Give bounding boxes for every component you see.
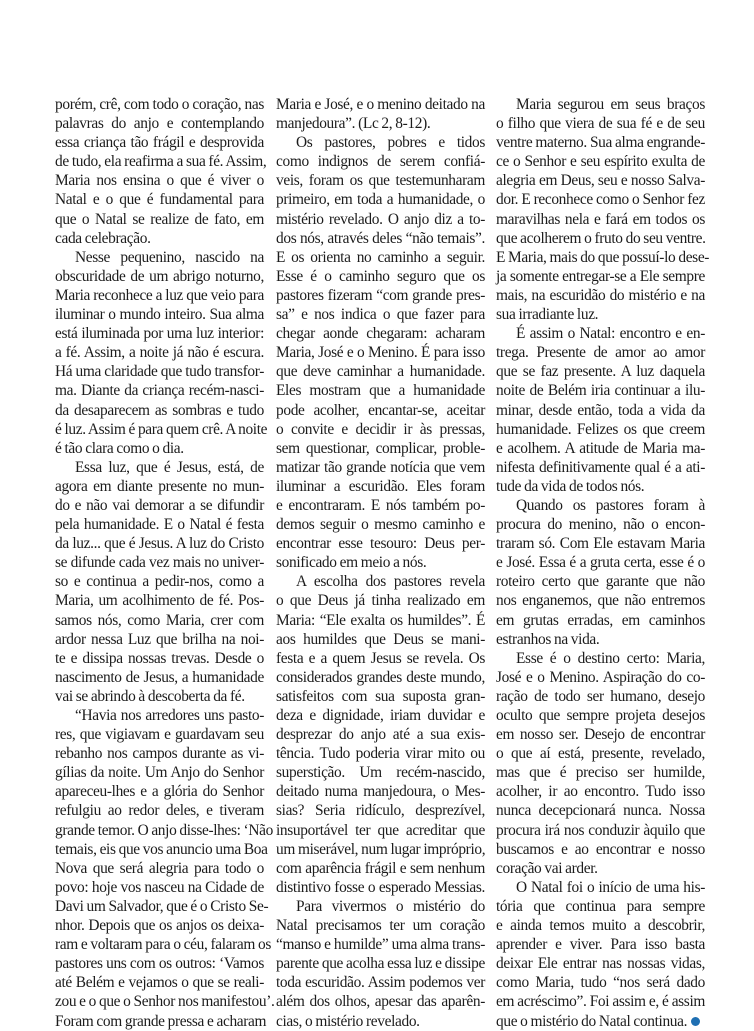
paragraph-first-line	[276, 133, 485, 152]
line-text: o convite e decidir ir às pressas,	[276, 420, 485, 438]
text-line	[496, 133, 705, 152]
line-text: e encontraram. E nós também po-	[276, 496, 485, 514]
text-line	[55, 496, 264, 515]
line-text: roteiro certo que garante que não	[496, 573, 705, 591]
text-line	[55, 649, 264, 668]
text-line	[55, 477, 264, 496]
line-text: que acolherem o fruto do seu ventre.	[496, 229, 706, 247]
text-line	[496, 267, 705, 286]
line-text: grande temor. O anjo disse-lhes: ‘Não	[55, 821, 273, 839]
text-line	[276, 840, 485, 859]
line-text: e ainda temos muito a descobrir,	[496, 917, 705, 935]
paragraph-first-line	[496, 878, 705, 897]
text-line	[55, 916, 264, 935]
text-line	[276, 229, 485, 248]
line-text: se difunde cada vez mais no univer-	[55, 554, 264, 572]
text-line	[55, 821, 273, 840]
text-line	[276, 973, 485, 992]
text-line	[276, 687, 485, 706]
line-text: Nesse pequenino, nascido na	[75, 248, 264, 266]
line-text: obscuridade de um abrigo noturno,	[55, 267, 264, 285]
text-line	[55, 630, 264, 649]
text-line	[496, 706, 705, 725]
line-text: tência. Tudo poderia virar mito ou	[276, 745, 485, 763]
line-text: o que aí está, presente, revelado,	[496, 745, 705, 763]
line-text: so e continua a pedir-nos, como a	[55, 573, 264, 591]
line-text: ja somente entregar-se a Ele sempre	[496, 267, 705, 285]
line-text: A escolha dos pastores revela	[296, 573, 485, 591]
line-text: festa e a quem Jesus se revela. Os	[276, 649, 485, 667]
text-line	[496, 305, 705, 324]
line-text: até Belém e vejamos o que se reali-	[55, 974, 264, 992]
text-line	[55, 133, 264, 152]
line-text: José e o Menino. Aspiração do co-	[496, 668, 705, 686]
text-line	[276, 954, 485, 973]
text-line	[276, 171, 485, 190]
paragraph-first-line	[496, 496, 705, 515]
line-text: distintivo fosse o esperado Messias.	[276, 878, 485, 896]
text-line	[276, 859, 485, 878]
line-text: noite de Belém iria continuar a ilu-	[496, 382, 705, 400]
text-line	[55, 401, 264, 420]
text-line	[276, 210, 485, 229]
line-text: agora em diante presente no mun-	[55, 477, 264, 495]
line-text: satisfeitos com sua suposta gran-	[276, 687, 485, 705]
line-text: da desaparecem as sombras e tudo	[55, 401, 264, 419]
line-text: Foram com grande pressa e acharam	[55, 1012, 267, 1030]
text-line	[496, 381, 705, 400]
line-text: samos nós, como Maria, crer com	[55, 611, 264, 629]
line-text: Esse é o caminho seguro que os	[276, 267, 485, 285]
paragraph-first-line	[55, 458, 264, 477]
line-text: o que Deus já tinha realizado em	[276, 592, 485, 610]
line-text: Eles mostram que a humanidade	[276, 382, 485, 400]
text-line	[55, 95, 264, 114]
line-text: que o Natal se realize de fato, em	[55, 210, 264, 228]
line-text: acolher, ir ao encontro. Tudo isso	[496, 783, 705, 801]
line-text: zou e o que o Senhor nos manifestou’.	[55, 993, 275, 1011]
line-text: toda escuridão. Assim podemos ver	[276, 974, 485, 992]
line-text: em grutas erradas, em caminhos	[496, 611, 705, 629]
line-text: Quando os pastores foram à	[516, 496, 705, 514]
text-line	[55, 1012, 267, 1031]
text-line	[276, 496, 485, 515]
line-text: Essa luz, que é Jesus, está, de	[75, 458, 264, 476]
line-text: Natal precisamos ter um coração	[276, 917, 485, 935]
text-line	[496, 591, 705, 610]
text-line	[55, 324, 264, 343]
text-line	[276, 668, 485, 687]
line-text: cada celebração.	[55, 229, 151, 247]
text-line	[496, 458, 705, 477]
line-text: minar, desde então, toda a vida da	[496, 401, 705, 419]
line-text: matizar tão grande notícia que vem	[276, 458, 485, 476]
text-line	[55, 534, 264, 553]
text-line	[55, 801, 264, 820]
line-text: que deve caminhar a humanidade.	[276, 363, 485, 381]
text-line	[55, 229, 264, 248]
text-line	[496, 954, 705, 973]
line-text: superstição. Um recém-nascido,	[276, 764, 485, 782]
text-line	[496, 744, 705, 763]
line-text: vai se abrindo à descoberta da fé.	[55, 687, 245, 705]
text-line	[55, 343, 264, 362]
line-text: dos nós, através deles “não temais”.	[276, 229, 485, 247]
text-line	[496, 973, 705, 992]
line-text: Esse é o destino certo: Maria,	[516, 649, 705, 667]
text-line	[55, 992, 275, 1011]
line-text: iluminar o mundo inteiro. Sua alma	[55, 306, 264, 324]
text-line	[496, 782, 705, 801]
line-text: oculto que sempre projeta desejos	[496, 707, 705, 724]
text-line	[276, 439, 485, 458]
line-text: um miserável, num lugar impróprio,	[276, 840, 486, 858]
line-text: “Havia nos arredores uns pasto-	[75, 707, 264, 724]
line-text: te e dissipa nossas trevas. Desde o	[55, 649, 264, 667]
text-line	[276, 591, 485, 610]
paragraph-first-line	[276, 572, 485, 591]
line-text: e José. Essa é a gruta certa, esse é o	[496, 554, 705, 572]
text-line	[55, 840, 268, 859]
text-line	[55, 859, 264, 878]
line-text: nascimento de Jesus, a humanidade	[55, 668, 264, 686]
text-line	[276, 152, 485, 171]
line-text: Maria nos ensina o que é viver o	[55, 172, 264, 190]
paragraph-first-line	[55, 706, 264, 725]
text-line	[276, 916, 485, 935]
line-text: buscamos e ao encontrar e nosso	[496, 840, 705, 858]
text-line	[276, 458, 485, 477]
text-line	[496, 439, 705, 458]
text-line	[496, 420, 705, 439]
line-text: deixar Ele entrar nas nossas vidas,	[496, 955, 705, 973]
text-line	[55, 591, 264, 610]
line-text: pode acolher, encantar-se, aceitar	[276, 401, 485, 419]
text-line	[55, 267, 264, 286]
line-text: de tudo, ela reafirma a sua fé. Assim,	[55, 153, 267, 171]
line-text: ração de todo ser humano, desejo	[496, 687, 705, 705]
line-text: veis, foram os que testemunharam	[276, 172, 485, 190]
text-line	[55, 305, 264, 324]
text-line	[276, 782, 485, 801]
line-text: Natal e o que é fundamental para	[55, 191, 264, 209]
line-text: tória que continua para sempre	[496, 897, 705, 915]
line-text: Os pastores, pobres e tidos	[296, 134, 485, 152]
text-line	[276, 725, 485, 744]
text-column-3	[496, 95, 710, 1031]
line-text: chegar aonde chegaram: acharam	[276, 325, 485, 343]
paragraph-first-line	[55, 248, 264, 267]
text-line	[276, 649, 485, 668]
line-text: considerados grandes deste mundo,	[276, 668, 485, 686]
text-line	[276, 821, 485, 840]
line-text: coração vai arder.	[496, 859, 598, 877]
line-text: insuportável ter que acreditar que	[276, 821, 485, 839]
line-text: dor. E reconhece como o Senhor fez	[496, 191, 705, 209]
line-text: Maria, José e o Menino. É para isso	[276, 344, 485, 362]
text-line	[55, 878, 264, 897]
line-text: nunca decepcionará nunca. Nossa	[496, 802, 705, 820]
line-text: a fé. Assim, a noite já não é escura.	[55, 344, 264, 362]
text-line	[496, 553, 705, 572]
line-text: apareceu-lhes e a glória do Senhor	[55, 783, 264, 801]
line-text: pela humanidade. E o Natal é festa	[55, 516, 264, 534]
line-text: sua irradiante luz.	[496, 306, 599, 324]
text-line	[276, 286, 485, 305]
text-line	[276, 362, 485, 381]
text-line	[276, 248, 485, 267]
paragraph-first-line	[496, 324, 705, 343]
line-text: sonificado em meio a nós.	[276, 554, 427, 572]
text-line	[496, 725, 705, 744]
line-text: trega. Presente de amor ao amor	[496, 344, 705, 362]
line-text: Maria: “Ele exalta os humildes”. É	[276, 611, 485, 629]
text-line	[55, 973, 264, 992]
line-text: sa” e nos indica o que fazer para	[276, 306, 485, 324]
line-text: como Maria, tudo “nos será dado	[496, 974, 705, 992]
text-line	[276, 190, 485, 209]
text-line	[276, 381, 485, 400]
text-line	[496, 229, 705, 248]
line-text: encontrar esse tesouro: Deus per-	[276, 535, 485, 553]
text-line	[55, 572, 264, 591]
text-line	[55, 362, 264, 381]
text-line	[55, 381, 264, 400]
line-text: pastores uns com os outros: ‘Vamos	[55, 955, 264, 973]
line-text: cias, o mistério revelado.	[276, 1012, 420, 1030]
text-line	[496, 477, 705, 496]
text-line	[496, 992, 705, 1011]
text-line	[55, 744, 264, 763]
text-line	[276, 706, 485, 725]
line-text: é luz. Assim é para quem crê. A noite	[55, 420, 268, 438]
line-text: Para vivermos o mistério do	[296, 897, 485, 915]
text-line	[276, 324, 485, 343]
line-text: rebanho nos campos durante as vi-	[55, 745, 264, 763]
line-text: mais, na escuridão do mistério e na	[496, 286, 705, 304]
text-line	[496, 248, 710, 267]
line-text: deza e dignidade, iriam duvidar e	[276, 707, 485, 724]
line-text: Maria segurou em seus braços	[516, 96, 705, 113]
text-line	[276, 935, 485, 954]
text-line	[55, 420, 268, 439]
text-line	[496, 859, 705, 878]
text-line	[55, 954, 264, 973]
text-line	[496, 114, 705, 133]
line-text: primeiro, em toda a humanidade, o	[276, 191, 485, 209]
text-line	[276, 878, 485, 897]
paragraph-first-line	[496, 95, 705, 114]
text-line	[55, 553, 264, 572]
line-text: nifesta definitivamente qual é a ati-	[496, 458, 705, 476]
text-line	[496, 152, 705, 171]
text-line	[276, 401, 485, 420]
text-line	[496, 343, 705, 362]
text-line	[55, 668, 264, 687]
text-line	[496, 572, 705, 591]
text-line	[276, 95, 485, 114]
line-text: ardor nessa Luz que brilha na noi-	[55, 630, 264, 648]
text-line	[496, 171, 705, 190]
line-text: o filho que viera de sua fé e de seu	[496, 115, 705, 133]
line-text: Maria e José, e o menino deitado na	[276, 96, 485, 113]
text-line	[276, 611, 485, 630]
text-line	[55, 763, 264, 782]
line-text: porém, crê, com todo o coração, nas	[55, 96, 264, 113]
text-line	[496, 210, 705, 229]
line-text: Maria, um acolhimento de fé. Pos-	[55, 592, 264, 610]
text-line	[276, 114, 485, 133]
line-text: nos enganemos, que não entremos	[496, 592, 705, 610]
text-line	[55, 611, 264, 630]
line-text: traram só. Com Ele estavam Maria	[496, 535, 705, 553]
text-line	[276, 515, 485, 534]
line-text: da luz... que é Jesus. A luz do Cristo	[55, 535, 264, 553]
end-of-article-bullet-icon	[691, 1017, 700, 1026]
line-text: em acréscimo”. Foi assim e, é assim	[496, 993, 705, 1011]
text-line	[496, 190, 705, 209]
text-line	[496, 1012, 705, 1031]
text-line	[496, 801, 705, 820]
text-line	[496, 687, 705, 706]
line-text: iluminar a escuridão. Eles foram	[276, 477, 485, 495]
line-text: Maria reconhece a luz que veio para	[55, 286, 264, 304]
text-line	[55, 515, 264, 534]
text-line	[276, 801, 485, 820]
text-line	[55, 210, 264, 229]
text-line	[55, 935, 272, 954]
text-line	[276, 343, 485, 362]
line-text: estranhos na vida.	[496, 630, 600, 648]
line-text: procura do menino, não o encon-	[496, 516, 705, 534]
line-text: ram e voltaram para o céu, falaram os	[55, 936, 272, 954]
line-text: ma. Diante da criança recém-nasci-	[55, 382, 264, 400]
text-line	[55, 286, 264, 305]
line-text: que se faz presente. A luz daquela	[496, 363, 705, 381]
text-line	[496, 840, 705, 859]
text-line	[496, 897, 705, 916]
line-text: mistério revelado. O anjo diz a to-	[276, 210, 485, 228]
line-text: ventre materno. Sua alma engrande-	[496, 134, 705, 152]
text-line	[496, 916, 705, 935]
text-line	[496, 935, 705, 954]
line-text: do e não vai demorar a se difundir	[55, 496, 264, 514]
text-line	[496, 763, 705, 782]
line-text: tude da vida de todos nós.	[496, 477, 645, 495]
text-line	[496, 534, 705, 553]
line-text: como indignos de serem confiá-	[276, 153, 485, 171]
line-text: nhor. Depois que os anjos os deixa-	[55, 917, 264, 935]
line-text: procura irá nos conduzir àquilo que	[496, 821, 705, 839]
text-line	[496, 611, 705, 630]
text-line	[496, 401, 705, 420]
text-line	[55, 152, 267, 171]
line-text: desprezar do anjo até a sua exis-	[276, 726, 485, 744]
line-text: em nosso ser. Desejo de encontrar	[496, 726, 705, 744]
text-line	[276, 744, 485, 763]
line-text: Davi um Salvador, que é o Cristo Se-	[55, 897, 269, 915]
line-text: aprender e viver. Para isso basta	[496, 936, 705, 954]
text-line	[496, 668, 705, 687]
text-line	[276, 420, 485, 439]
text-line	[55, 725, 264, 744]
text-line	[276, 1012, 485, 1031]
line-text: povo: hoje vos nasceu na Cidade de	[55, 878, 264, 896]
line-text: E os orienta no caminho a seguir.	[276, 248, 485, 266]
line-text: E Maria, mais do que possuí-lo dese-	[496, 248, 710, 266]
line-text: manjedoura”. (Lc 2, 8-12).	[276, 115, 431, 133]
text-line	[496, 630, 705, 649]
text-line	[55, 687, 264, 706]
text-line	[496, 515, 705, 534]
text-line	[276, 477, 485, 496]
line-text: refulgiu ao redor deles, e tiveram	[55, 802, 264, 820]
line-text: sem questionar, complicar, proble-	[276, 439, 485, 457]
line-text: “manso e humilde” uma alma trans-	[276, 936, 485, 954]
text-line	[55, 782, 264, 801]
line-text: ce o Senhor e seu espírito exulta de	[496, 153, 705, 171]
text-line	[496, 362, 705, 381]
line-text: com aparência frágil e sem nenhum	[276, 859, 485, 877]
line-text: está iluminada por uma luz interior:	[55, 325, 264, 343]
line-text: essa criança tão frágil e desprovida	[55, 134, 264, 152]
line-text: res, que vigiavam e guardavam seu	[55, 726, 264, 744]
line-text: alegria em Deus, seu e nosso Salva-	[496, 172, 705, 190]
line-text: mas que é preciso ser humilde,	[496, 764, 705, 782]
line-text: humanidade. Felizes os que creem	[496, 420, 705, 438]
line-text: maravilhas nela e fará em todos os	[496, 210, 705, 228]
text-line	[55, 439, 264, 458]
line-text: que o mistério do Natal continua.	[496, 1012, 688, 1030]
text-column-2	[276, 95, 485, 1031]
text-line	[276, 763, 485, 782]
paragraph-first-line	[276, 897, 485, 916]
line-text: aos humildes que Deus se mani-	[276, 630, 485, 648]
line-text: O Natal foi o início de uma his-	[516, 878, 705, 896]
line-text: sias? Seria ridículo, desprezível,	[276, 802, 485, 820]
line-text: Há uma claridade que tudo transfor-	[55, 363, 264, 381]
text-line	[55, 171, 264, 190]
text-line	[55, 190, 264, 209]
line-text: parente que acolha essa luz e dissipe	[276, 955, 485, 973]
text-line	[276, 305, 485, 324]
text-line	[276, 630, 485, 649]
line-text: Nova que será alegria para todo o	[55, 859, 264, 877]
text-line	[276, 534, 485, 553]
text-line	[276, 267, 485, 286]
line-text: gílias da noite. Um Anjo do Senhor	[55, 764, 264, 782]
text-line	[55, 114, 264, 133]
line-text: é tão clara como o dia.	[55, 439, 184, 457]
line-text: temais, eis que vos anuncio uma Boa	[55, 840, 268, 858]
text-line	[496, 286, 705, 305]
text-line	[55, 897, 269, 916]
text-line	[276, 553, 485, 572]
text-line	[276, 992, 485, 1011]
text-column-1	[55, 95, 275, 1031]
text-line	[496, 821, 705, 840]
line-text: deitado numa manjedoura, o Mes-	[276, 783, 485, 801]
line-text: e acolhem. A atitude de Maria ma-	[496, 439, 705, 457]
paragraph-first-line	[496, 649, 705, 668]
line-text: palavras do anjo e contemplando	[55, 115, 264, 133]
line-text: além dos olhos, apesar das aparên-	[276, 993, 485, 1011]
line-text: É assim o Natal: encontro e en-	[516, 325, 705, 343]
line-text: pastores fizeram “com grande pres-	[276, 286, 485, 304]
line-text: demos seguir o mesmo caminho e	[276, 516, 485, 534]
